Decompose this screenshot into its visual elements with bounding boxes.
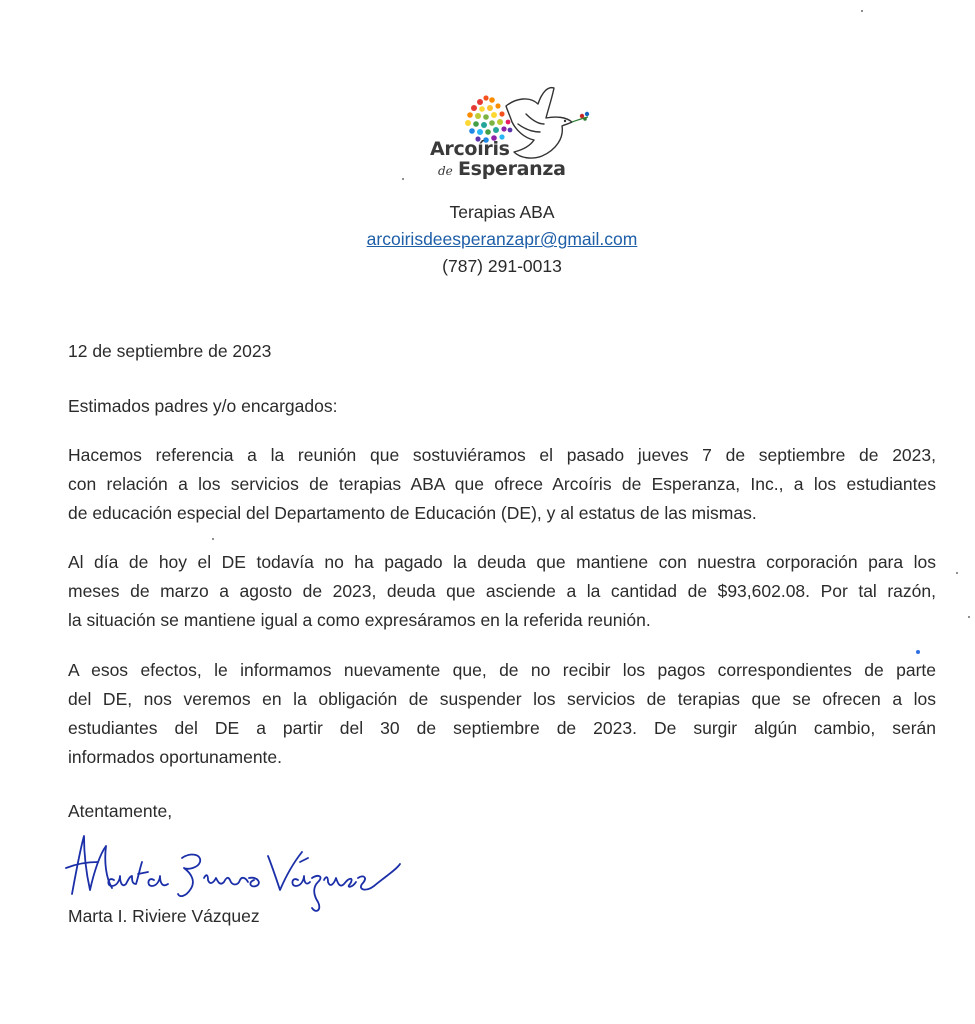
paragraph-2-line: la situación se mantiene igual a como expresáramos en la referida reunión. [68,610,651,630]
scan-speck [212,538,214,540]
dove-shape [506,88,572,158]
paragraph-3-line: estudiantes del DE a partir del 30 de septiembre de 2023. De surgir algún cambio, serán [68,718,936,738]
paragraph-2-line: Al día de hoy el DE todavía no ha pagado la deuda que mantiene con nuestra corporación para los [68,552,936,572]
company-logo [420,84,595,189]
service-name: Terapias ABA [449,202,555,222]
paragraph-1-line: Hacemos referencia a la reunión que sostuviéramos el pasado jueves 7 de septiembre de 2023, [68,445,936,465]
logo-text-esperanza: Esperanza [458,158,566,180]
paragraph-1-line: con relación a los servicios de terapias ABA que ofrece Arcoíris de Esperanza, Inc., a los estudiantes [68,474,936,494]
letter-date: 12 de septiembre de 2023 [68,341,272,361]
scan-speck [861,10,863,12]
email-link[interactable]: arcoirisdeesperanzapr@gmail.com [366,229,638,249]
greeting: Estimados padres y/o encargados: [68,396,338,416]
paragraph-3-line: informados oportunamente. [68,747,283,767]
logo-text-arcoiris: Arcoíris [430,138,510,160]
scan-speck [916,650,920,654]
closing: Atentamente, [68,801,173,821]
olive-branch-icon [572,112,589,122]
paragraph-3-line: A esos efectos, le informamos nuevamente que, de no recibir los pagos correspondientes de parte [68,660,936,680]
scan-speck [956,572,958,574]
email-line [0,229,975,250]
rainbow-confetti [465,95,512,142]
paragraph-3-line: del DE, nos veremos en la obligación de suspender los servicios de terapias que se ofrecen a los [68,689,936,709]
signer-name: Marta I. Riviere Vázquez [68,906,260,926]
paragraph-1-line: de educación especial del Departamento de Educación (DE), y al estatus de las mismas. [68,503,757,523]
phone-number: (787) 291-0013 [442,256,562,276]
logo-text-de: de [438,164,453,178]
scan-speck [402,178,404,180]
scan-speck [968,616,970,618]
paragraph-2-line: meses de marzo a agosto de 2023, deuda que asciende a la cantidad de $93,602.08. Por tal razón, [68,581,936,601]
